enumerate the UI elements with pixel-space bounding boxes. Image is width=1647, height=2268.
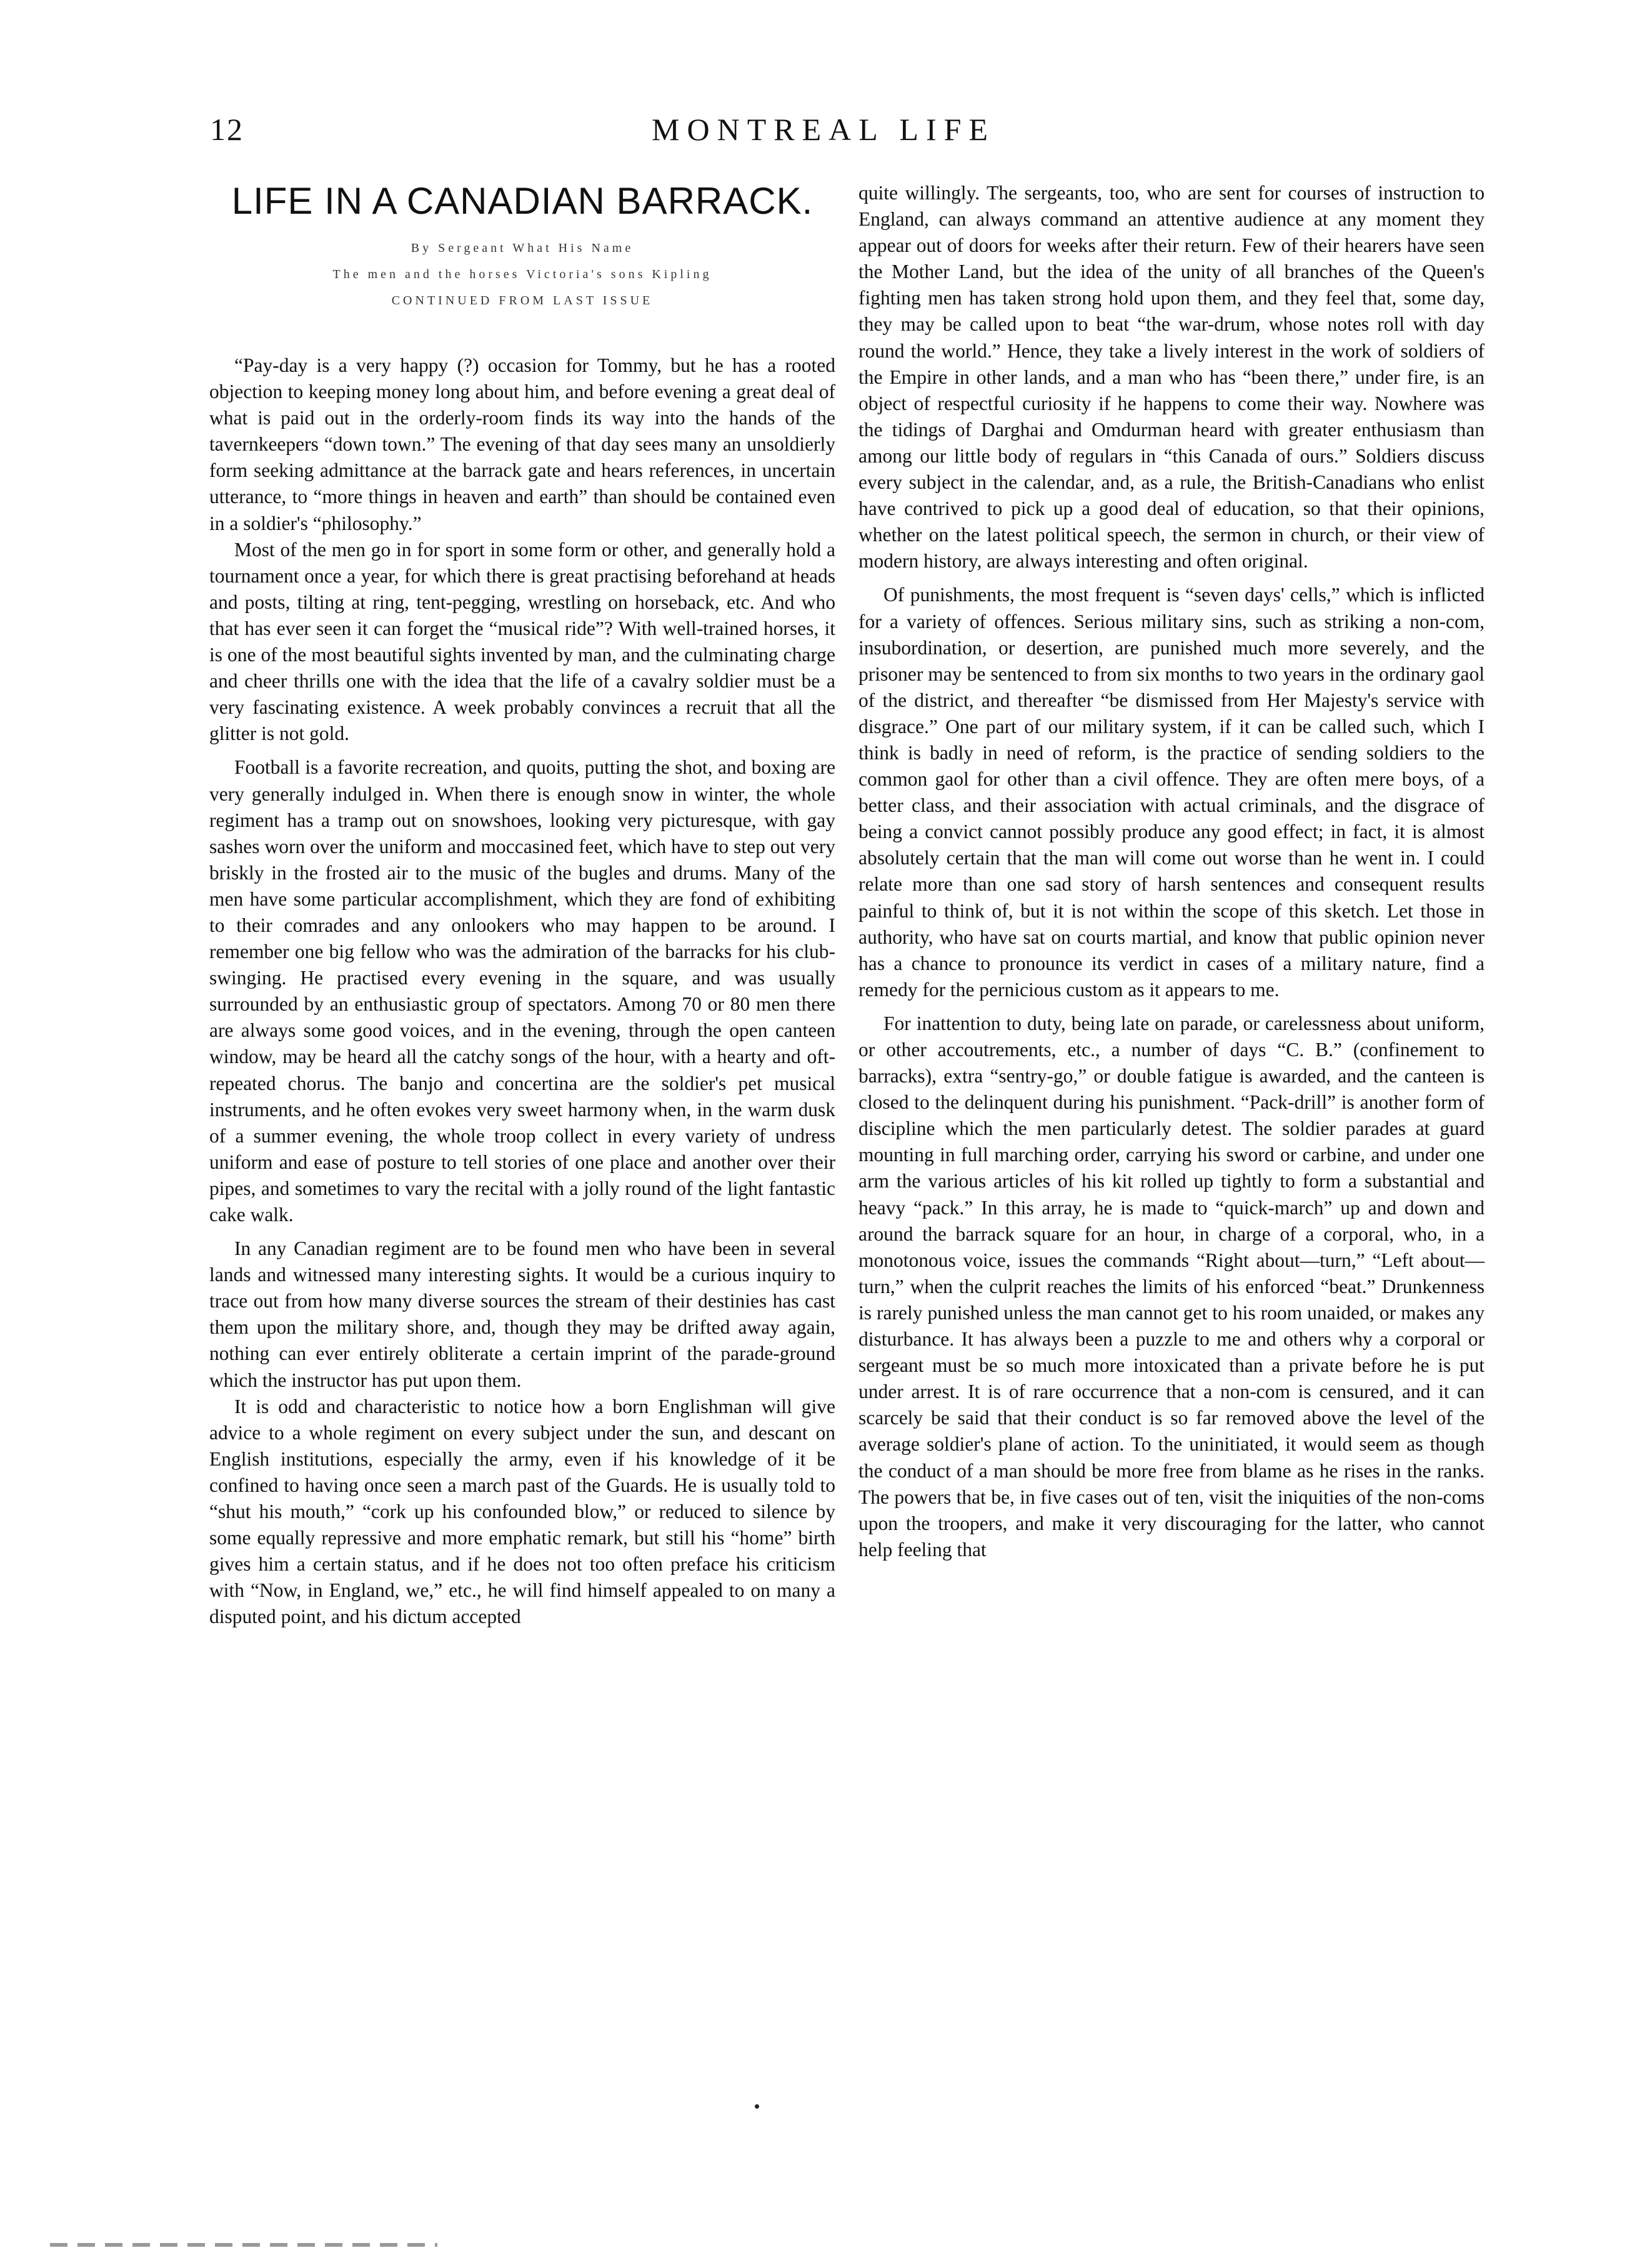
scan-artifact	[50, 2243, 437, 2247]
paragraph: Most of the men go in for sport in some form or other, and generally hold a tournament once a year, for which there is great practising beforehand at heads and posts, tilting at ring, tent-pegging, wrestling on horseback, etc. And who that has ever seen it can forget the “musical ride”? With well-trained horses, it is one of the most beautiful sights invented by man, and the culminating charge and cheer thrills one with the idea that the life of a cavalry soldier must be a very fascinating existence. A week probably convinces a recruit that all the glitter is not gold.	[209, 538, 835, 745]
left-column	[209, 179, 835, 1631]
paragraph: It is odd and characteristic to notice how a born Englishman will give advice to a whole regiment on every subject under the sun, and descant on English institutions, especially the army, even if his knowledge of it be confined to having once seen a march past of the Guards. He is usually told to “shut his mouth,” “cork up his confounded blow,” or reduced to silence by some equally repressive and more emphatic remark, but still his “home” birth gives him a certain status, and if he does not too often preface his criticism with “Now, in England, we,” etc., he will find himself appealed to on many a disputed point, and his dictum accepted	[209, 1395, 835, 1628]
byline: By Sergeant What His Name	[411, 241, 634, 255]
paragraph: Football is a favorite recreation, and quoits, putting the shot, and boxing are very generally indulged in. When there is enough snow in winter, the whole regiment has a tramp out on snowshoes, looking very picturesque, with gay sashes worn over the uniform and moccasined feet, which have to step out very briskly in the frosted air to the music of the bugles and drums. Many of the men have some particular accomplishment, which they are fond of exhibiting to their comrades and any onlookers who may happen to be around. I remember one big fellow who was the admiration of the barracks for his club-swinging. He practised every evening in the square, and was usually surrounded by an enthusiastic group of spectators. Among 70 or 80 men there are always some good voices, and in the evening, through the open canteen window, may be heard all the catchy songs of the hour, with a hearty and oft-repeated chorus. The banjo and concertina are the soldier's pet musical instruments, and he often evokes very sweet harmony when, in the warm dusk of a summer evening, the whole troop collect in every variety of undress uniform and ease of posture to tell stories of one place and another over their pipes, and sometimes to vary the recital with a jolly round of the light fantastic cake walk.	[209, 756, 835, 1226]
paragraph: For inattention to duty, being late on parade, or carelessness about uniform, or other accoutrements, etc., a number of days “C. B.” (confinement to barracks), extra “sentry-go,” or double fatigue is awarded, and the canteen is closed to the delinquent during his punishment. “Pack-drill” is another form of discipline which the men particularly detest. The soldier parades at guard mounting in full marching order, carrying his sword or carbine, and under one arm the various articles of his kit rolled up tightly to form a substantial and heavy “pack.” In this array, he is made to “quick-march” up and down and around the barrack square for an hour, in charge of a corporal, who, in a monotonous voice, issues the commands “Right about—turn,” “Left about—turn,” when the culprit reaches the limits of his enforced “beat.” Drunkenness is rarely punished unless the man cannot get to his room unaided, or makes any disturbance. It has always been a puzzle to me and others why a corporal or sergeant must be so much more intoxicated than a private before he is put under arrest. It is of rare occurrence that a non-com is censured, and it can scarcely be said that their conduct is so far removed above the level of the average soldier's plane of action. To the uninitiated, it would seem as though the conduct of a man should be more free from blame as he rises in the ranks. The powers that be, in five cases out of ten, visit the iniquities of the non-coms upon the troopers, and make it very discouraging for the latter, who cannot help feeling that	[858, 1012, 1485, 1561]
page-header	[204, 111, 1443, 155]
running-title: MONTREAL LIFE	[652, 112, 995, 147]
byline-epigraph: The men and the horses Victoria's sons Kipling	[332, 267, 712, 281]
page-number: 12	[210, 112, 244, 147]
paragraph: quite willingly. The sergeants, too, who are sent for courses of instruction to England, can always command an attentive audience at any moment they appear out of doors for weeks after their return. Few of their hearers have seen the Mother Land, but the idea of the unity of all branches of the Queen's fighting men has taken strong hold upon them, and they feel that, some day, they may be called upon to beat “the war-drum, whose notes roll with day round the world.” Hence, they take a lively interest in the work of soldiers of the Empire in other lands, and a man who has “been there,” under fire, is an object of respectful curiosity if he happens to come their way. Nowhere was the tidings of Darghai and Omdurman heard with greater enthusiasm than among our little body of regulars in “this Canada of ours.” Soldiers discuss every subject in the calendar, and, as a rule, the British-Canadians who enlist have contrived to pick up a good deal of education, so that their opinions, whether on the latest political speech, the sermon in church, or their view of modern history, are always interesting and often original.	[858, 182, 1485, 572]
paragraph: “Pay-day is a very happy (?) occasion for Tommy, but he has a rooted objection to keeping money long about him, and before evening a great deal of what is paid out in the orderly-room finds its way into the hands of the tavernkeepers “down town.” The evening of that day sees many an unsoldierly form seeking admittance at the barrack gate and hears references, in uncertain utterance, to “more things in heaven and earth” than should be contained even in a soldier's “philosophy.”	[209, 354, 835, 534]
paragraph: Of punishments, the most frequent is “seven days' cells,” which is inflicted for a variety of offences. Serious military sins, such as striking a non-com, insubordination, or desertion, are punished much more severely, and the prisoner may be sentenced to from six months to two years in the ordinary gaol of the district, and thereafter “be dismissed from Her Majesty's service with disgrace.” One part of our military system, if it can be called such, which I think is badly in need of reform, is the practice of sending soldiers to the common gaol for other than a civil offence. They are often mere boys, of a better class, and their association with actual criminals, and the disgrace of being a convict cannot possibly produce any good effect; in fact, it is almost absolutely certain that the man will come out worse than he went in. I could relate more than one sad story of harsh sentences and consequent results painful to think of, but it is not within the scope of this sketch. Let those in authority, who have sat on courts martial, and know that public opinion never has a chance to pronounce its verdict in cases of a military nature, find a remedy for the pernicious custom as it appears to me.	[858, 584, 1485, 1001]
article-title: LIFE IN A CANADIAN BARRACK.	[231, 180, 814, 222]
right-column	[858, 180, 1485, 1563]
paragraph: In any Canadian regiment are to be found men who have been in several lands and witnessed many interesting sights. It would be a curious inquiry to trace out from how many diverse sources the stream of their destinies has cast them upon the military shore, and, though they may be drifted away again, nothing can ever entirely obliterate a certain imprint of the parade-ground which the instructor has put upon them.	[209, 1237, 835, 1391]
footer-dot	[755, 2104, 759, 2109]
continued-note: CONTINUED FROM LAST ISSUE	[391, 294, 654, 307]
